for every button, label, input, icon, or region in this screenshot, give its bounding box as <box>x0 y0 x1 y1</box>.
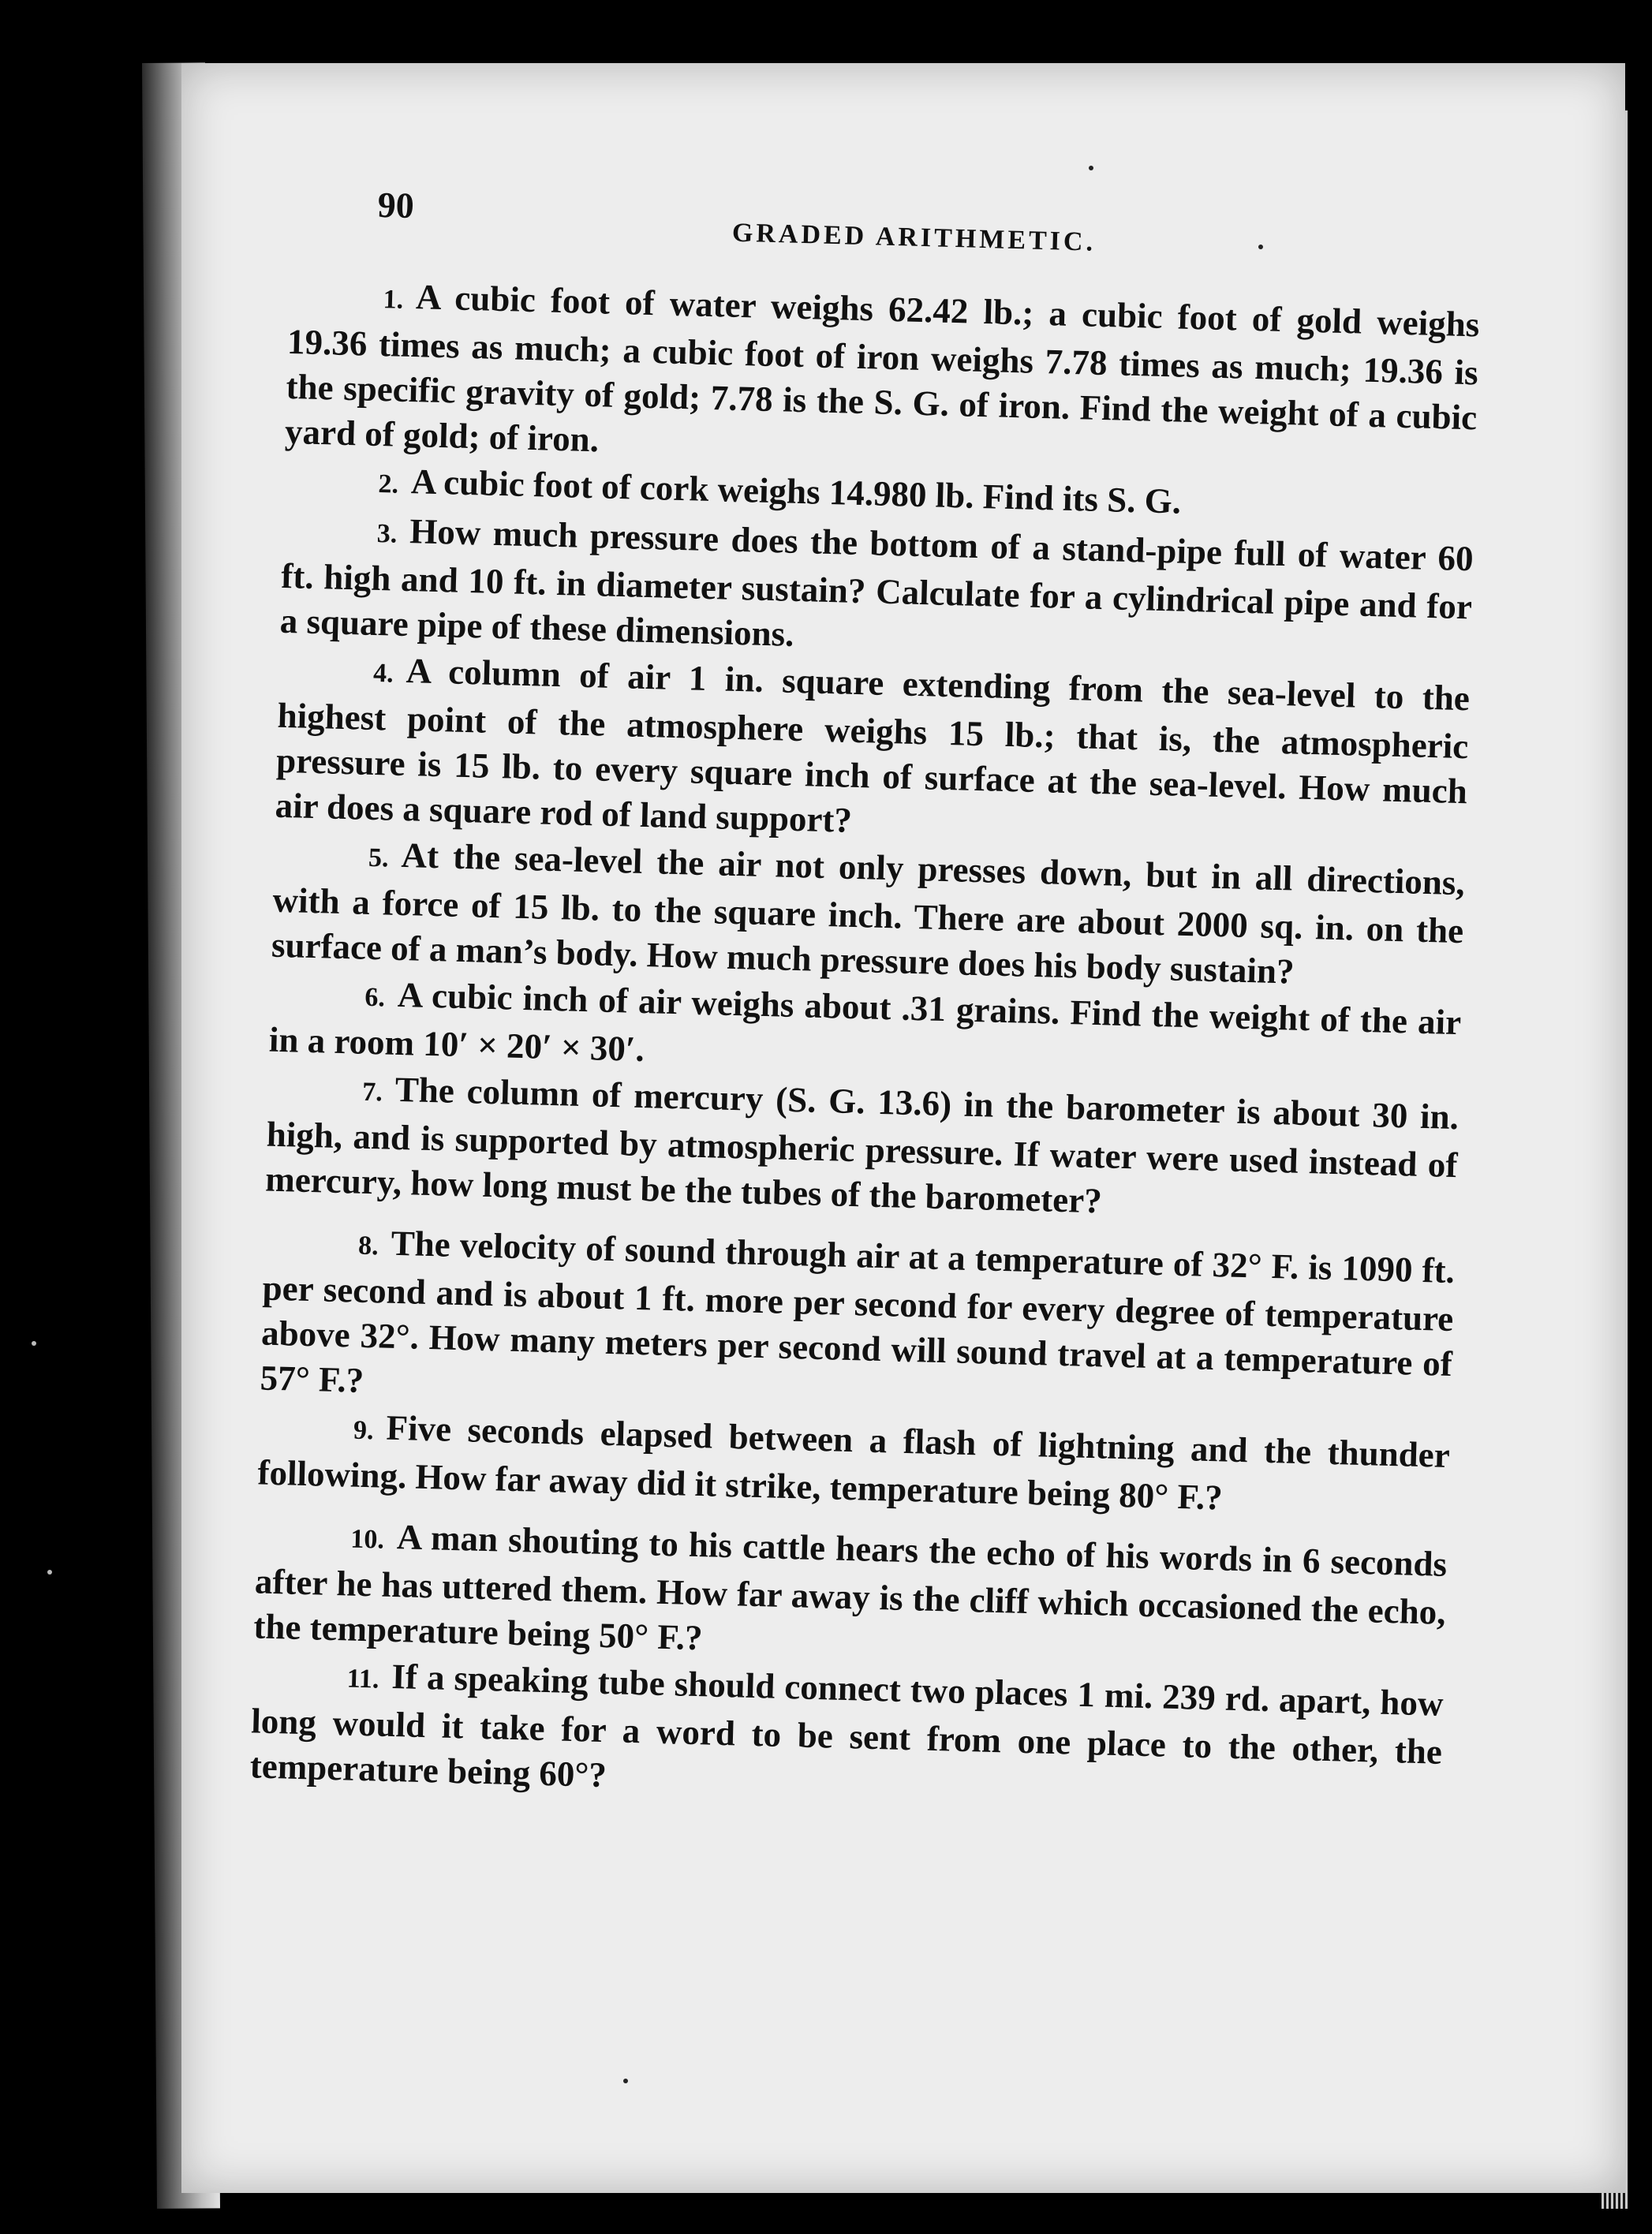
problem-number: 8. <box>357 1231 379 1261</box>
scan-speck <box>1089 166 1093 170</box>
problem-4 <box>275 645 1471 859</box>
scan-speck <box>623 2079 628 2083</box>
problem-11 <box>249 1650 1444 1819</box>
problem-text: The velocity of sound through air at a temperature of 32° F. is 1090 ft. per second and is about 1 ft. more per second for every degree of temperature above 32°. How many meters per second will sound travel at a temperature of 57° F.? <box>260 1223 1456 1400</box>
page-number: 90 <box>377 184 415 226</box>
page-content <box>249 166 1482 1821</box>
problem-text: Five seconds elapsed between a flash of lightning and the thunder following. How far away did it strike, temperature being 80° F.? <box>256 1407 1451 1518</box>
scan-speck <box>1258 245 1263 249</box>
problem-text: A cubic foot of cork weighs 14.980 lb. Find its S. G. <box>410 461 1182 521</box>
problem-number: 1. <box>383 285 404 315</box>
problem-text: The column of mercury (S. G. 13.6) in the barometer is about 30 in. high, and is supported by atmospheric pressure. If water were used instead of mercury, how long must be the tubes of the barometer? <box>264 1069 1460 1221</box>
problem-number: 5. <box>368 842 390 873</box>
scan-speck <box>32 1341 36 1346</box>
problem-text: A column of air 1 in. square extending from the sea-level to the highest point of the atmosphere weighs 15 lb.; that is, the atmospheric pressure is 15 lb. to every square inch of surface at the sea-level. How much air does a square rod of land support? <box>275 651 1471 840</box>
problem-text: At the sea-level the air not only presses down, but in all directions, with a force of 15 lb. to the square inch. There are about 2000 sq. in. on the surface of a man’s body. How much pressure does his body sustain? <box>271 835 1466 992</box>
problem-text: If a speaking tube should connect two places 1 mi. 239 rd. apart, how long would it take for a word to be sent from one place to the other, the temperature being 60°? <box>249 1656 1445 1795</box>
problem-text: A cubic inch of air weighs about .31 grains. Find the weight of the air in a room 10′ × 20′ × 30′. <box>268 974 1462 1070</box>
problem-number: 4. <box>372 658 394 689</box>
problem-number: 7. <box>361 1077 383 1108</box>
problem-text: How much pressure does the bottom of a stand-pipe full of water 60 ft. high and 10 ft. in diameter sustain? Calculate for a cylindrical pipe and for a square pipe of these dimensions. <box>279 511 1474 654</box>
problem-number: 3. <box>376 518 398 549</box>
scan-speck <box>47 1570 52 1575</box>
problem-list <box>249 271 1480 1820</box>
problem-8 <box>260 1218 1456 1432</box>
problem-text: A man shouting to his cattle hears the echo of his words in 6 seconds after he has uttered them. How far away is the cliff which occasioned the echo, the temperature being 50° F.? <box>252 1517 1448 1658</box>
problem-number: 11. <box>346 1664 379 1694</box>
running-title: GRADED ARITHMETIC. <box>731 218 1097 257</box>
problem-1 <box>284 271 1480 485</box>
problem-text: A cubic foot of water weighs 62.42 lb.; a cubic foot of gold weighs 19.36 times as much; a cubic foot of iron weighs 7.78 times as much; 19.36 is the specific gravity of gold; 7.78 is the S. G. of iron. Find the weight of a cubic yard of gold; of iron. <box>284 277 1480 460</box>
problem-7 <box>265 1064 1460 1233</box>
problem-number: 9. <box>353 1415 375 1446</box>
problem-number: 2. <box>377 469 399 499</box>
problem-number: 10. <box>349 1524 385 1555</box>
problem-number: 6. <box>364 982 386 1013</box>
